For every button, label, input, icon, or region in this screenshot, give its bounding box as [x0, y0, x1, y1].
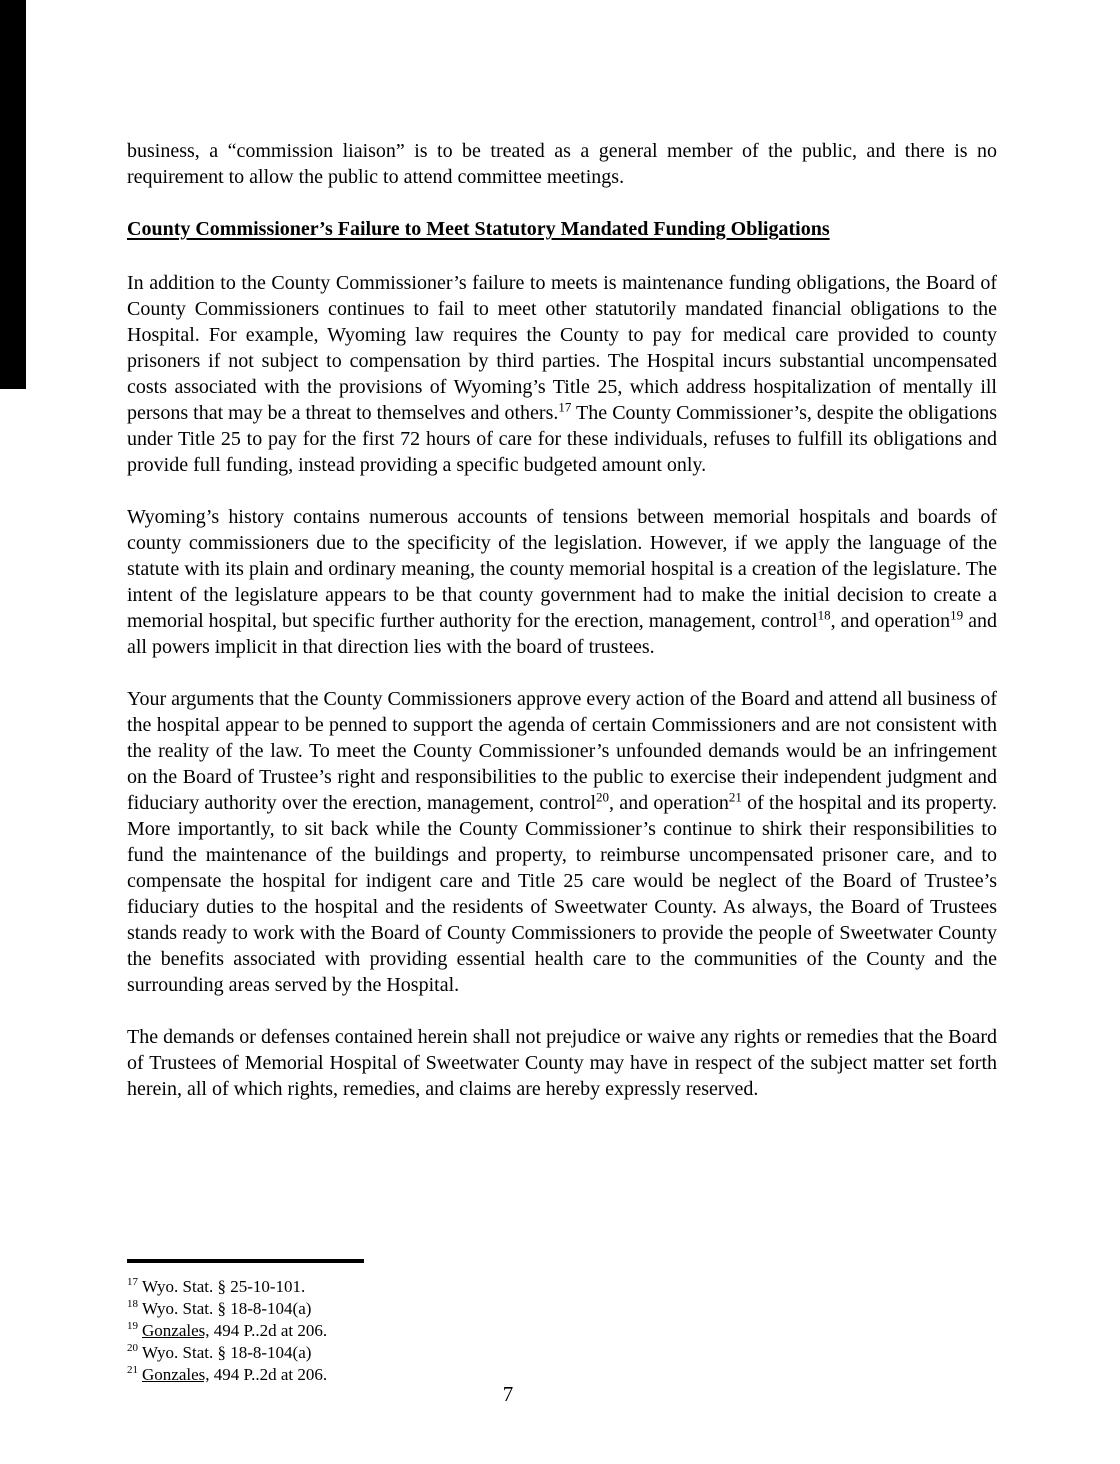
footnote-separator — [127, 1259, 364, 1263]
body-paragraph — [127, 1024, 997, 1102]
text-run: 494 P..2d at 206. — [209, 1321, 328, 1340]
text-run: In addition to the County Commissioner’s failure to meets is maintenance funding obligations, the Board of County Commissioners continues to fail to meet other statutorily mandated financial obligations to the Hospital. For example, Wyoming law requires the County to pay for medical care provided to county prisoners if not subject to compensation by third parties. The Hospital incurs substantial uncompensated costs associated with the provisions of Wyoming’s Title 25, which address hospitalization of mentally ill persons that may be a threat to themselves and others. — [127, 272, 997, 424]
document-body — [127, 138, 997, 1128]
page-number: 7 — [502, 1382, 514, 1406]
case-citation: Gonzales, — [142, 1321, 210, 1340]
footnote-list — [127, 1276, 997, 1386]
text-run: Wyo. Stat. § 18-8-104(a) — [142, 1299, 312, 1318]
footnote-number: 20 — [127, 1342, 138, 1355]
text-run: The demands or defenses contained herein shall not prejudice or waive any rights or remedies that the Board of Trustees of Memorial Hospital of Sweetwater County may have in respect of the subject matter set forth herein, all of which rights, remedies, and claims are hereby expressly reserved. — [127, 1026, 997, 1100]
footnote-number: 18 — [127, 1298, 138, 1311]
footnote-ref-18: 18 — [817, 607, 831, 623]
footnote-18 — [127, 1298, 997, 1320]
footnote-17 — [127, 1276, 997, 1298]
body-paragraph — [127, 504, 997, 660]
footnote-ref-20: 20 — [596, 789, 610, 805]
footnote-ref-19: 19 — [950, 607, 964, 623]
text-run: The County Commissioner’s, despite the obligations under Title 25 to pay for the first 72 hours of care for these individuals, refuses to fulfill its obligations and provide full funding, instead providing a specific budgeted amount only. — [127, 402, 997, 476]
footnote-section — [127, 1259, 997, 1386]
text-run: 494 P..2d at 206. — [209, 1365, 328, 1384]
footnote-number: 19 — [127, 1320, 138, 1333]
footnote-ref-17: 17 — [558, 399, 572, 415]
footnote-ref-21: 21 — [728, 789, 742, 805]
text-run: Wyo. Stat. § 18-8-104(a) — [142, 1343, 312, 1362]
text-run: Wyoming’s history contains numerous accounts of tensions between memorial hospitals and boards of county commissioners due to the specificity of the legislation. However, if we apply the language of the statute with its plain and ordinary meaning, the county memorial hospital is a creation of the legislature. The intent of the legislature appears to be that county government had to make the initial decision to create a memorial hospital, but specific further authority for the erection, management, control — [127, 506, 997, 632]
lead-paragraph: business, a “commission liaison” is to be treated as a general member of the public, and there is no requirement to allow the public to attend committee meetings. — [127, 140, 997, 188]
body-paragraph — [127, 270, 997, 478]
scan-artifact-bar — [0, 0, 26, 389]
text-run: , and operation — [830, 610, 951, 632]
body-paragraphs — [127, 270, 997, 1102]
section-heading: County Commissioner’s Failure to Meet Statutory Mandated Funding Obligations — [127, 218, 830, 240]
text-run: , and operation — [609, 792, 729, 814]
footnote-20 — [127, 1342, 997, 1364]
body-paragraph — [127, 686, 997, 998]
footnote-number: 17 — [127, 1276, 138, 1289]
text-run: Your arguments that the County Commissioners approve every action of the Board and attend all business of the hospital appear to be penned to support the agenda of certain Commissioners and are not consistent with the reality of the law. To meet the County Commissioner’s unfounded demands would be an infringement on the Board of Trustee’s right and responsibilities to the public to exercise their independent judgment and fiduciary authority over the erection, management, control — [127, 688, 997, 814]
case-citation: Gonzales, — [142, 1365, 210, 1384]
footnote-21 — [127, 1364, 997, 1386]
text-run: of the hospital and its property. More importantly, to sit back while the County Commissioner’s continue to shirk their responsibilities to fund the maintenance of the buildings and property, to reimburse uncompensated prisoner care, and to compensate the hospital for indigent care and Title 25 care would be neglect of the Board of Trustee’s fiduciary duties to the hospital and the residents of Sweetwater County. As always, the Board of Trustees stands ready to work with the Board of County Commissioners to provide the people of Sweetwater County the benefits associated with providing essential health care to the communities of the County and the surrounding areas served by the Hospital. — [127, 792, 998, 996]
footnote-19 — [127, 1320, 997, 1342]
text-run: Wyo. Stat. § 25-10-101. — [142, 1277, 306, 1296]
footnote-number: 21 — [127, 1364, 138, 1377]
text-run: and all powers implicit in that direction lies with the board of trustees. — [127, 610, 997, 658]
